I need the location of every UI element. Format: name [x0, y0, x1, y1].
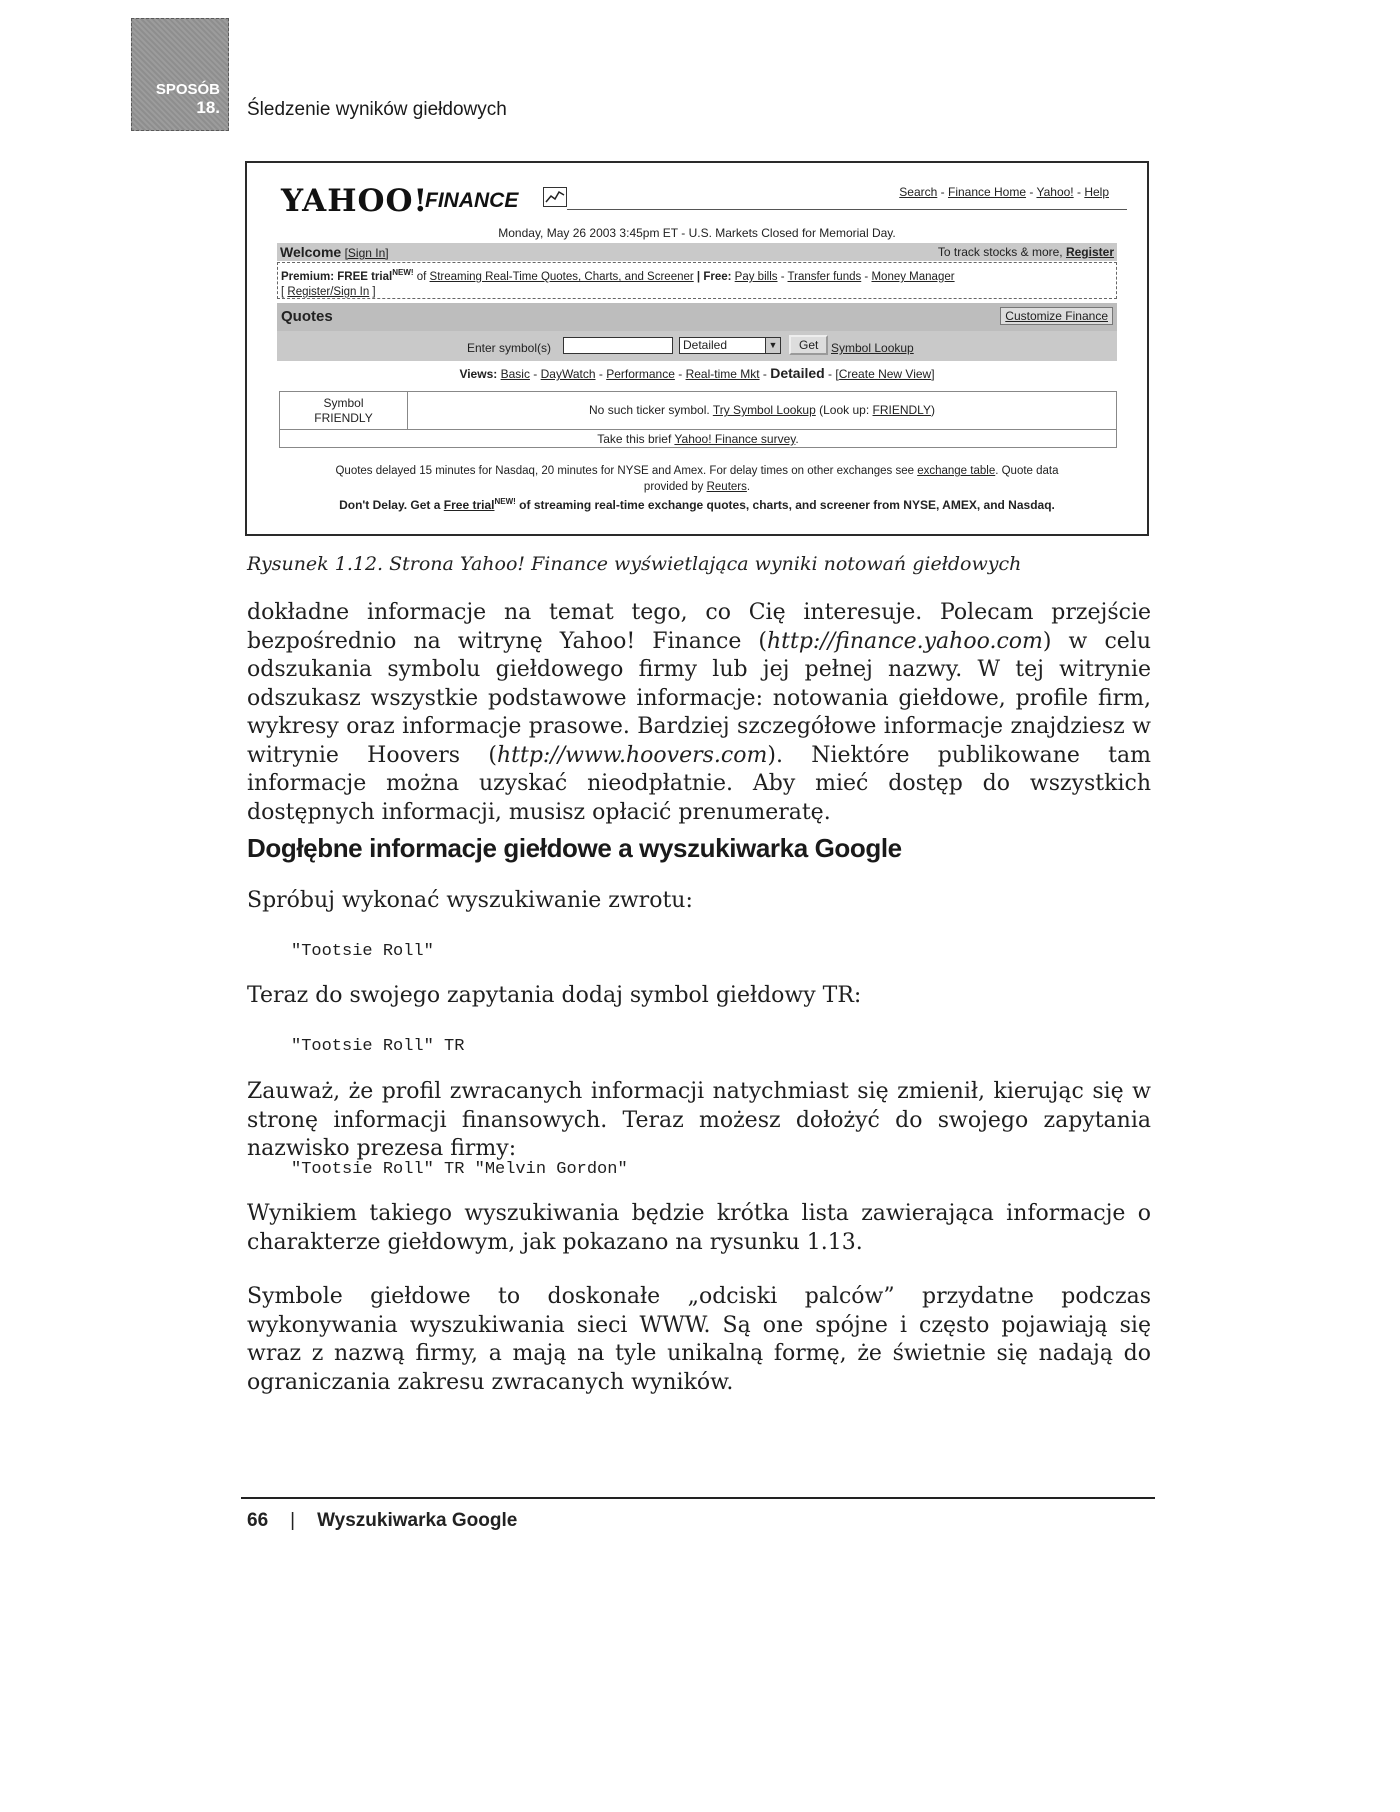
- finance-home-link[interactable]: Finance Home: [947, 185, 1027, 199]
- top-links: Search - Finance Home - Yahoo! - Help: [899, 185, 1109, 199]
- footer-rule: [241, 1497, 1155, 1499]
- survey-link[interactable]: Yahoo! Finance survey: [674, 432, 796, 446]
- p1-part-c: ). Niektóre publikowane tam informacje można uzyskać nieodpłatnie. Aby mieć dostęp do wszystkich dostępnych informacji, musisz opłacić prenumeratę.: [247, 742, 1151, 825]
- running-title: Śledzenie wyników giełdowych: [247, 99, 507, 120]
- finance-url[interactable]: http://finance.yahoo.com: [767, 628, 1043, 654]
- footer-separator: |: [290, 1510, 296, 1531]
- create-view-link[interactable]: Create New View: [838, 367, 932, 381]
- symbol-lookup-link[interactable]: Symbol Lookup: [831, 341, 914, 355]
- views-label: Views:: [459, 367, 498, 381]
- delay-notice: Quotes delayed 15 minutes for Nasdaq, 20 minutes for NYSE and Amex. For delay times on other exchanges see exchange table. Quote data provided by Reuters.: [335, 465, 1059, 493]
- new-badge: NEW!: [392, 268, 414, 277]
- figure-caption: Rysunek 1.12. Strona Yahoo! Finance wyświetlająca wyniki notowań giełdowych: [247, 553, 1022, 575]
- page-number: 66: [247, 1510, 269, 1531]
- result-message-cell: No such ticker symbol. Try Symbol Lookup (Look up: FRIENDLY): [589, 403, 935, 417]
- view-realtime-link[interactable]: Real-time Mkt: [685, 367, 760, 381]
- welcome-bar: [277, 243, 1117, 261]
- view-basic-link[interactable]: Basic: [500, 367, 530, 381]
- sign-in-link[interactable]: [Sign In]: [344, 246, 389, 260]
- quote-result-table: [279, 391, 1117, 448]
- dont-delay-promo: [247, 497, 1147, 512]
- view-daywatch-link[interactable]: DayWatch: [540, 367, 596, 381]
- get-button[interactable]: Get: [789, 335, 828, 355]
- look-up-value-link[interactable]: FRIENDLY: [872, 403, 931, 417]
- free-label: | Free:: [696, 270, 732, 283]
- view-select[interactable]: [679, 337, 781, 354]
- market-date-line: Monday, May 26 2003 3:45pm ET - U.S. Markets Closed for Memorial Day.: [498, 226, 896, 240]
- hack-tab-text: SPOSÓB: [155, 81, 220, 98]
- customize-finance-button[interactable]: Customize Finance: [1000, 307, 1113, 325]
- survey-text: Take this brief: [597, 432, 672, 446]
- book-title: Wyszukiwarka Google: [317, 1510, 518, 1531]
- p1-part-b: ) w celu odszukania symbolu giełdowego firmy lub jej pełnej nazwy. W tej witrynie odszukasz wszystkie podstawowe informacje: notowania giełdowe, profile firm, wykresy oraz informacje prasowe. Bardziej szczegółowe informacje znajdziesz w witrynie Hoovers (: [247, 628, 1151, 768]
- view-detailed-current: Detailed: [770, 365, 825, 381]
- chart-icon: [543, 187, 567, 207]
- paragraph-2: Spróbuj wykonać wyszukiwanie zwrotu:: [247, 888, 693, 913]
- symbol-cell: [280, 392, 408, 429]
- chevron-down-icon[interactable]: ▼: [765, 338, 780, 353]
- exchange-table-link[interactable]: exchange table: [917, 465, 996, 477]
- symbol-input[interactable]: [563, 337, 673, 354]
- symbol-header: Symbol: [323, 396, 364, 410]
- yahoo-finance-screenshot: [245, 161, 1149, 536]
- code-example-2: "Tootsie Roll" TR: [291, 1037, 465, 1056]
- free-trial-link[interactable]: Free trial: [443, 498, 495, 512]
- welcome-left: [280, 244, 389, 260]
- streaming-quotes-link[interactable]: Streaming Real-Time Quotes, Charts, and Screener: [429, 270, 694, 283]
- money-manager-link[interactable]: Money Manager: [871, 270, 955, 283]
- dont-delay-rest: of streaming real-time exchange quotes, charts, and screener from NYSE, AMEX, and Nasdaq.: [519, 498, 1055, 512]
- yahoo-link[interactable]: Yahoo!: [1036, 185, 1074, 199]
- search-link[interactable]: Search: [899, 185, 938, 199]
- transfer-funds-link[interactable]: Transfer funds: [787, 270, 862, 283]
- welcome-right: [938, 245, 1114, 259]
- enter-symbol-label: Enter symbol(s): [467, 341, 552, 355]
- delay-text: Quotes delayed 15 minutes for Nasdaq, 20 minutes for NYSE and Amex. For delay times on other exchanges see: [335, 465, 914, 477]
- no-such-ticker-text: No such ticker symbol.: [589, 403, 710, 417]
- paragraph-5: Wynikiem takiego wyszukiwania będzie krótka lista zawierająca informacje o charakterze giełdowym, jak pokazano na rysunku 1.13.: [247, 1201, 1151, 1255]
- track-text: To track stocks & more,: [937, 245, 1063, 259]
- register-link[interactable]: Register: [1065, 245, 1114, 259]
- premium-label: Premium: FREE trial: [281, 270, 393, 283]
- reuters-link[interactable]: Reuters: [706, 481, 747, 493]
- logo-rule: [567, 209, 1127, 210]
- symbol-entry-bar: [277, 331, 1117, 361]
- dont-delay-text: Don't Delay. Get a: [339, 498, 441, 512]
- paragraph-1: [247, 599, 1151, 827]
- quote-data-text: . Quote data: [995, 465, 1059, 477]
- look-up-text: (Look up:: [819, 403, 870, 417]
- symbol-value: FRIENDLY: [314, 411, 373, 425]
- survey-row: Take this brief Yahoo! Finance survey.: [280, 429, 1116, 449]
- new-badge-2: NEW!: [494, 497, 516, 506]
- yahoo-logo: YAHOO!: [281, 183, 429, 219]
- views-bar: Views: Basic - DayWatch - Performance - Real-time Mkt - Detailed - [Create New View]: [459, 365, 935, 381]
- hoovers-url[interactable]: http://www.hoovers.com: [496, 742, 768, 768]
- register-signin-link[interactable]: Register/Sign In: [287, 285, 370, 298]
- code-example-3: "Tootsie Roll" TR "Melvin Gordon": [291, 1160, 628, 1179]
- help-link[interactable]: Help: [1084, 185, 1109, 199]
- pay-bills-link[interactable]: Pay bills: [734, 270, 778, 283]
- try-symbol-lookup-link[interactable]: Try Symbol Lookup: [712, 403, 816, 417]
- welcome-text: Welcome: [280, 244, 342, 260]
- paragraph-3: Teraz do swojego zapytania dodaj symbol giełdowy TR:: [247, 983, 862, 1008]
- section-heading: Dogłębne informacje giełdowe a wyszukiwarka Google: [247, 833, 902, 863]
- premium-box: Premium: FREE trial$^{NEW!}$ of Streaming Real-Time Quotes, Charts, and Screener | Free: Pay bills - Transfer funds - Money Manager [ Register/Sign In ]: [277, 262, 1117, 299]
- paragraph-6: Symbole giełdowe to doskonałe „odciski palców” przydatne podczas wykonywania wyszukiwania sieci WWW. Są one spójne i często pojawiają się wraz z nazwą firmy, a mają na tyle unikalną formę, że świetnie się nadają do ograniczania zakresu zwracanych wyników.: [247, 1284, 1151, 1395]
- hack-tab-label: [156, 81, 220, 117]
- premium-of: of: [416, 270, 427, 283]
- hack-tab-number: 18.: [196, 98, 220, 117]
- view-performance-link[interactable]: Performance: [606, 367, 675, 381]
- quotes-bar: [277, 303, 1117, 331]
- finance-logo-text: FINANCE: [425, 189, 519, 212]
- quotes-title: Quotes: [281, 308, 333, 325]
- p1-part-a: dokładne informacje na temat tego, co Cię interesuje. Polecam przejście bezpośrednio na witrynę Yahoo! Finance (: [247, 600, 1151, 654]
- hack-tab-badge: [131, 18, 229, 131]
- provided-by-text: provided by: [643, 481, 704, 493]
- paragraph-4: Zauważ, że profil zwracanych informacji natychmiast się zmienił, kierując się w stronę informacji finansowych. Teraz możesz dołożyć do swojego zapytania nazwisko prezesa firmy:: [247, 1079, 1151, 1161]
- code-example-1: "Tootsie Roll": [291, 942, 434, 961]
- page-footer: [247, 1510, 517, 1532]
- view-select-value: Detailed: [683, 338, 728, 352]
